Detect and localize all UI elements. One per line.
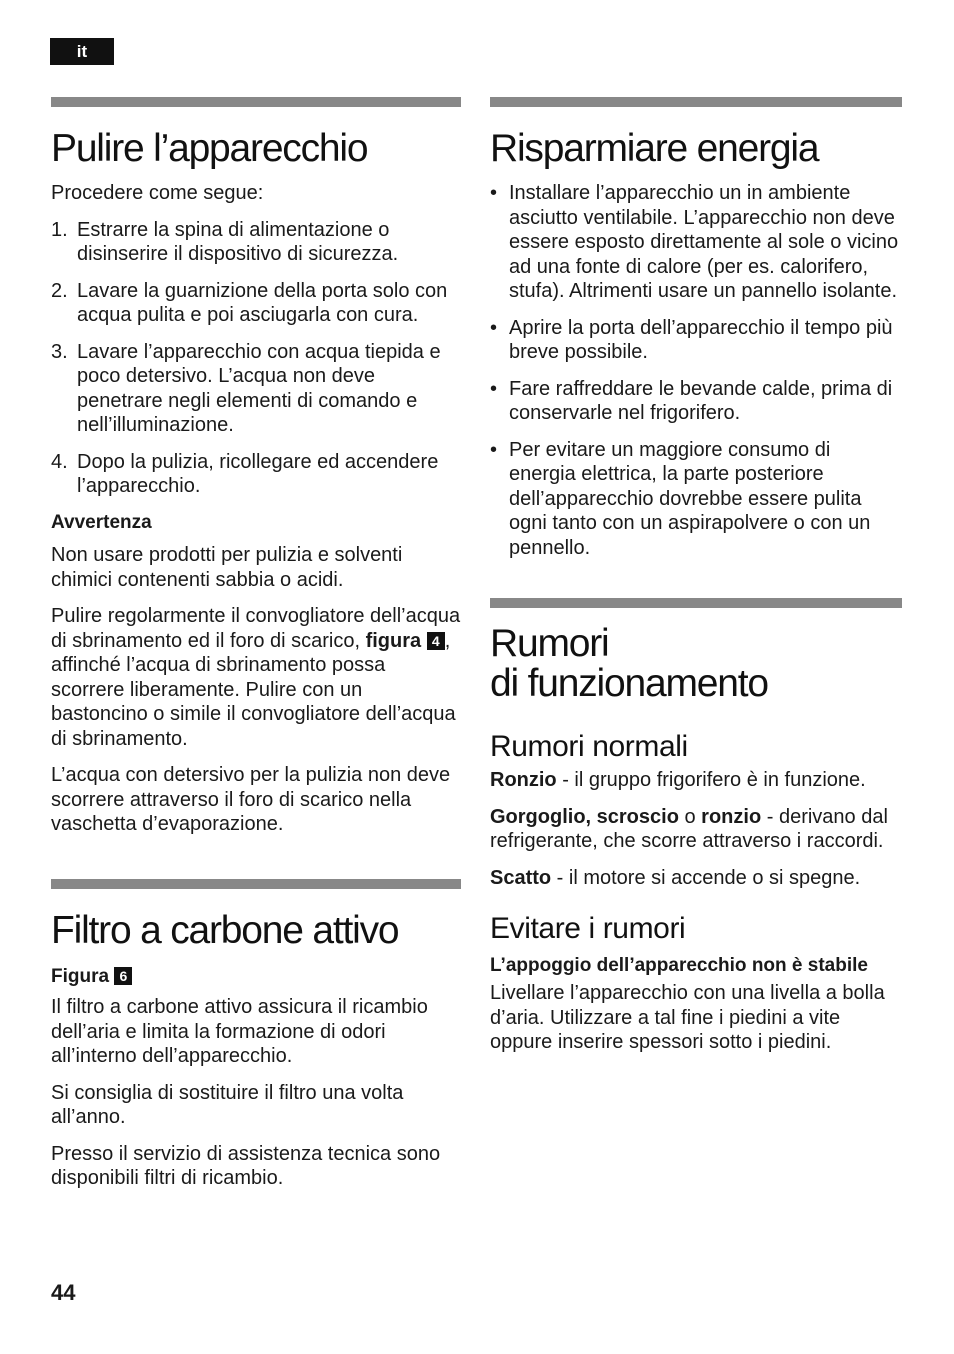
noise-description: - derivano dal refrigerante, che scorre attraverso i raccordi. xyxy=(490,805,888,852)
step-text: Dopo la pulizia, ricollegare ed accendere l’apparecchio. xyxy=(77,450,439,497)
noise-term: Gorgoglio, scroscio xyxy=(490,805,679,828)
avoid-subheading: L’appoggio dell’apparecchio non è stabile xyxy=(490,955,868,976)
bullet: • xyxy=(490,182,498,204)
step-number: 1. xyxy=(51,218,68,241)
section-title-energy: Risparmiare energia xyxy=(490,127,819,170)
avoid-text: Livellare l’apparecchio con una livella a bolla d’aria. Utilizzare a tal fine i piedini a vite oppure inserire spessori sotto i piedini. xyxy=(490,982,885,1053)
filter-paragraph-2: Si consiglia di sostituire il filtro una volta all’anno. xyxy=(51,1081,404,1128)
list-item xyxy=(51,340,461,438)
step-number: 4. xyxy=(51,450,68,473)
detergent-note: L’acqua con detersivo per la pulizia non deve scorrere attraverso il foro di scarico nella vaschetta d’evaporazione. xyxy=(51,764,451,835)
tip-text: Fare raffreddare le bevande calde, prima di conservarle nel frigorifero. xyxy=(509,377,893,424)
drain-text-post: , affinché l’acqua di sbrinamento possa scorrere liberamente. Pulire con un bastoncino o simile il convogliatore dell’acqua di sbrinamento. xyxy=(51,629,456,750)
step-number: 3. xyxy=(51,340,68,363)
tip-text: Installare l’apparecchio un in ambiente asciutto ventilabile. L’apparecchio non deve essere esposto direttamente al sole o vicino ad una fonte di calore (per es. calorifero, stufa). Altrimenti usare un pannello isolante. xyxy=(509,182,899,302)
figure-number-badge: 4 xyxy=(427,632,445,650)
section-divider xyxy=(490,97,902,107)
title-line: Rumori xyxy=(490,622,609,665)
figure-reference: figura xyxy=(365,629,422,652)
noise-item xyxy=(490,768,902,793)
section-title-filter: Filtro a carbone attivo xyxy=(51,908,399,952)
energy-tips-list xyxy=(490,181,902,560)
subsection-title-avoid-noise: Evitare i rumori xyxy=(490,912,686,945)
noise-item xyxy=(490,805,902,854)
drain-text-pre: Pulire regolarmente il convogliatore dell’acqua di sbrinamento ed il foro di scarico, xyxy=(51,605,461,652)
list-item xyxy=(51,450,461,499)
noise-term: Ronzio xyxy=(490,769,557,791)
list-item xyxy=(490,438,902,561)
bullet: • xyxy=(490,438,498,461)
warning-heading: Avvertenza xyxy=(51,511,152,533)
step-text: Lavare l’apparecchio con acqua tiepida e poco detersivo. L’acqua non deve penetrare negli elementi di comando e nell’illuminazione. xyxy=(77,340,441,436)
bullet: • xyxy=(490,316,498,339)
right-column xyxy=(490,97,902,1067)
noise-description: - il motore si accende o si spegne. xyxy=(551,866,861,889)
list-item xyxy=(51,279,461,328)
section-divider xyxy=(51,97,461,107)
noise-item xyxy=(490,866,902,891)
title-line: di funzionamento xyxy=(490,662,768,705)
list-item xyxy=(490,377,902,426)
tip-text: Per evitare un maggiore consumo di energia elettrica, la parte posteriore dell’apparecchio dovrebbe essere pulita ogni tanto con un aspirapolvere o con un pennello. xyxy=(509,438,871,559)
drain-paragraph xyxy=(51,604,461,751)
figure-number-badge: 6 xyxy=(114,967,132,985)
clean-steps-list xyxy=(51,218,461,499)
step-number: 2. xyxy=(51,279,68,302)
noise-connector: o xyxy=(678,805,702,828)
filter-figure-ref xyxy=(51,965,461,990)
noise-description: - il gruppo frigorifero è in funzione. xyxy=(556,769,866,791)
list-item xyxy=(490,316,902,365)
bullet: • xyxy=(490,377,498,400)
left-column xyxy=(51,97,461,1203)
filter-paragraph-1: Il filtro a carbone attivo assicura il ricambio dell’aria e limita la formazione di odori all’interno dell’apparecchio. xyxy=(51,996,428,1067)
step-text: Estrarre la spina di alimentazione o disinserire il dispositivo di sicurezza. xyxy=(77,218,399,265)
language-tag: it xyxy=(50,38,114,65)
filter-paragraph-3: Presso il servizio di assistenza tecnica sono disponibili filtri di ricambio. xyxy=(51,1142,441,1189)
page-number: 44 xyxy=(51,1280,76,1305)
section-divider xyxy=(51,879,461,889)
clean-intro: Procedere come segue: xyxy=(51,182,264,204)
section-title-clean: Pulire l’apparecchio xyxy=(51,127,368,170)
subsection-title-normal-noise: Rumori normali xyxy=(490,730,688,763)
step-text: Lavare la guarnizione della porta solo con acqua pulita e poi asciugarla con cura. xyxy=(77,279,448,326)
noise-term: Scatto xyxy=(490,866,552,889)
section-title-noise xyxy=(490,624,902,704)
list-item xyxy=(51,218,461,267)
figure-label: Figura xyxy=(51,965,110,987)
section-divider xyxy=(490,598,902,608)
noise-term: ronzio xyxy=(701,805,762,828)
tip-text: Aprire la porta dell’apparecchio il tempo più breve possibile. xyxy=(509,316,893,363)
list-item xyxy=(490,181,902,304)
warning-text: Non usare prodotti per pulizia e solventi chimici contenenti sabbia o acidi. xyxy=(51,544,403,591)
